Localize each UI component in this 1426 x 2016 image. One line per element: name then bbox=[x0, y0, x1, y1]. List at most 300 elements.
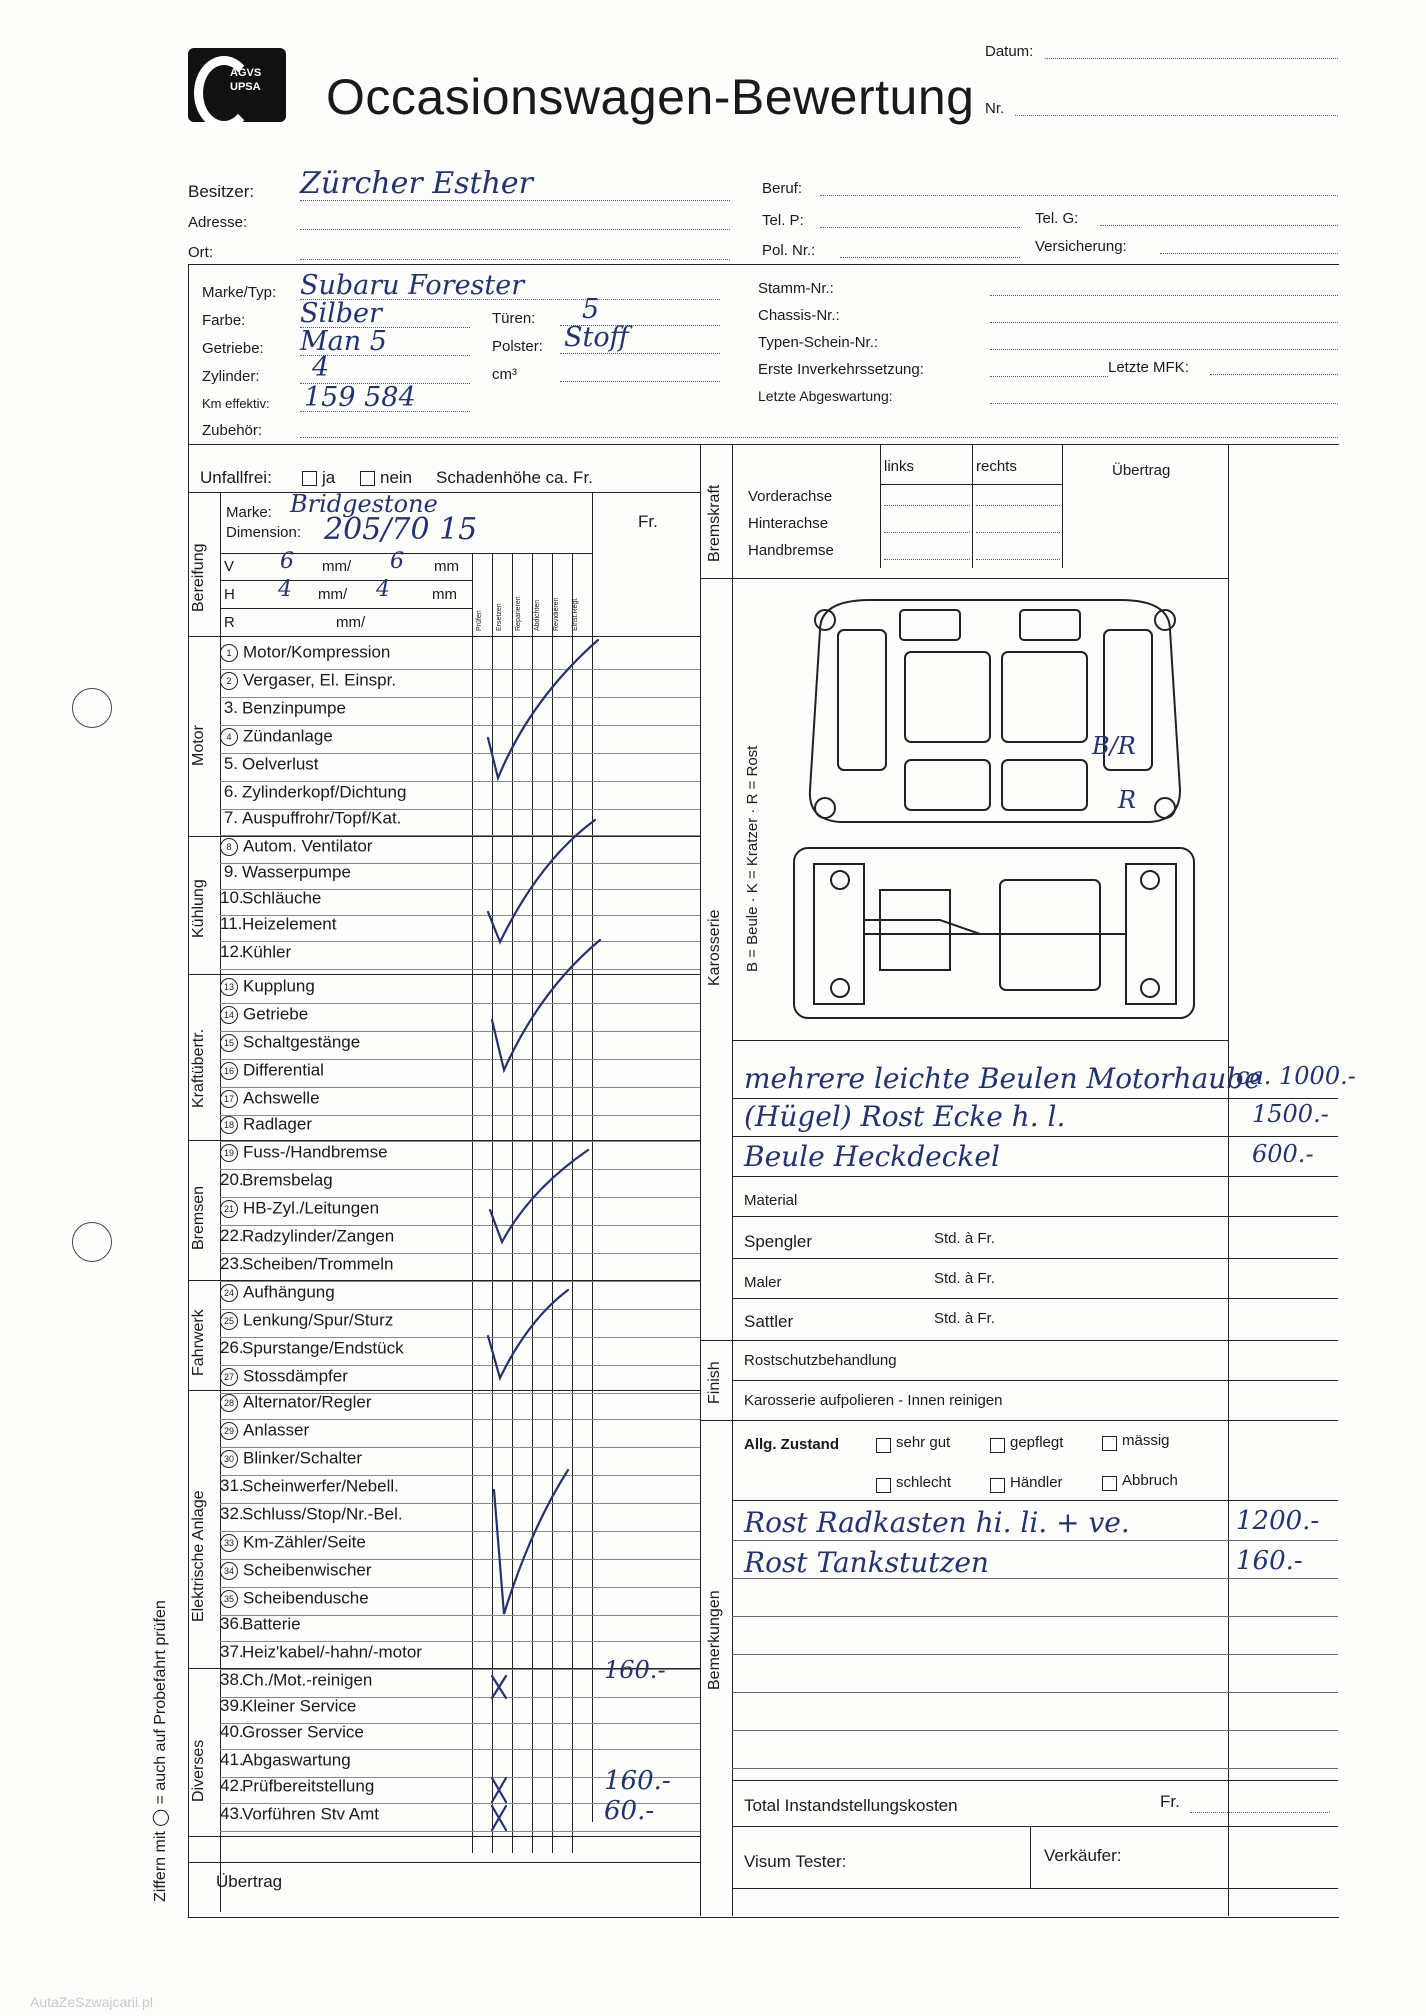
item-number: 17 bbox=[220, 1090, 238, 1108]
km-value[interactable]: 159 584 bbox=[304, 382, 416, 413]
item-number: 20. bbox=[220, 1170, 244, 1189]
item-label: Km-Zähler/Seite bbox=[243, 1532, 366, 1552]
remark-line bbox=[732, 1692, 1338, 1693]
remark-text[interactable]: Rost Tankstutzen bbox=[744, 1546, 989, 1579]
page-title: Occasionswagen-Bewertung bbox=[326, 69, 975, 125]
tueren-value[interactable]: 5 bbox=[582, 294, 600, 325]
item-label: Zündanlage bbox=[243, 726, 333, 746]
zustand-haendler-checkbox[interactable] bbox=[990, 1478, 1005, 1493]
checklist-row[interactable] bbox=[220, 1142, 475, 1169]
typen-label: Typen-Schein-Nr.: bbox=[758, 334, 879, 351]
reifen-h-mm2: mm bbox=[432, 586, 457, 603]
checklist-row[interactable] bbox=[220, 1448, 475, 1475]
hinterachse-rechts[interactable] bbox=[976, 532, 1060, 533]
item-label: Heiz'kabel/-hahn/-motor bbox=[242, 1642, 422, 1662]
item-number: 9. bbox=[223, 862, 238, 881]
typen-line[interactable] bbox=[990, 349, 1338, 350]
checklist-row[interactable] bbox=[220, 1420, 475, 1447]
reifen-v-mm2: mm bbox=[434, 558, 459, 575]
finish-section-label: Finish bbox=[706, 1361, 723, 1404]
car-mark-r[interactable]: R bbox=[1118, 786, 1137, 814]
marke-label: Marke/Typ: bbox=[202, 284, 277, 301]
amount-item-43[interactable]: 60.- bbox=[604, 1796, 655, 1826]
item-number: 22. bbox=[220, 1226, 244, 1245]
item-number: 42. bbox=[220, 1776, 244, 1795]
item-number: 6. bbox=[223, 782, 238, 801]
kuehlung-section-label: Kühlung bbox=[190, 879, 207, 938]
spengler-label: Spengler bbox=[744, 1232, 813, 1251]
polieren-label: Karosserie aufpolieren - Innen reinigen bbox=[744, 1392, 1003, 1409]
handbremse-links[interactable] bbox=[884, 559, 970, 560]
chassis-line[interactable] bbox=[990, 322, 1338, 323]
item-label: Heizelement bbox=[242, 914, 337, 934]
checklist-row[interactable] bbox=[220, 1032, 475, 1059]
checklist-row[interactable] bbox=[220, 782, 475, 809]
checklist-row[interactable] bbox=[220, 1004, 475, 1031]
checklist-row[interactable] bbox=[220, 1170, 475, 1197]
reifen-v-label: V bbox=[224, 558, 235, 575]
punch-hole-bottom bbox=[72, 1222, 112, 1262]
remark-line bbox=[732, 1578, 1338, 1579]
unfall-nein-label: nein bbox=[380, 468, 413, 487]
zustand-o3: mässig bbox=[1122, 1432, 1170, 1449]
item-label: Schläuche bbox=[242, 888, 322, 908]
damage-amount[interactable]: ca. 1000.- bbox=[1236, 1062, 1356, 1090]
zustand-schlecht-checkbox[interactable] bbox=[876, 1478, 891, 1493]
bremskraft-section-label: Bremskraft bbox=[706, 484, 723, 562]
sattler-label: Sattler bbox=[744, 1312, 794, 1331]
checklist-row[interactable] bbox=[220, 1642, 475, 1669]
checklist-row[interactable] bbox=[220, 1560, 475, 1587]
besitzer-value[interactable]: Zürcher Esther bbox=[300, 166, 534, 201]
checklist-row[interactable] bbox=[220, 670, 475, 697]
checklist-row[interactable] bbox=[220, 1588, 475, 1615]
reifen-v-mm1: mm/ bbox=[322, 558, 352, 575]
remark-amount[interactable]: 1200.- bbox=[1236, 1506, 1320, 1536]
item-label: HB-Zyl./Leitungen bbox=[243, 1198, 380, 1218]
adresse-line[interactable] bbox=[300, 229, 730, 230]
row-divider bbox=[220, 969, 700, 970]
diverses-section-label: Diverses bbox=[190, 1739, 207, 1802]
item-number: 10. bbox=[220, 888, 244, 907]
checklist-row[interactable] bbox=[220, 1696, 475, 1723]
abgas-label: Letzte Abgeswartung: bbox=[758, 388, 893, 404]
beruf-line[interactable] bbox=[820, 195, 1338, 196]
zustand-maessig-checkbox[interactable] bbox=[1102, 1436, 1117, 1451]
item-label: Schluss/Stop/Nr.-Bel. bbox=[242, 1504, 403, 1524]
reifen-h-mm1: mm/ bbox=[318, 586, 348, 603]
sattler-std: Std. à Fr. bbox=[934, 1310, 995, 1327]
item-label: Achswelle bbox=[243, 1088, 320, 1108]
item-number: 38. bbox=[220, 1670, 244, 1689]
item-number: 13 bbox=[220, 978, 238, 996]
col-head-0: Prüfen bbox=[476, 610, 483, 631]
checklist-row[interactable] bbox=[220, 1198, 475, 1225]
watermark: AutaZeSzwajcarii.pl bbox=[30, 1994, 153, 2010]
uebertrag-left: Übertrag bbox=[216, 1872, 283, 1891]
checklist-row[interactable] bbox=[220, 1282, 475, 1309]
zustand-gepflegt-checkbox[interactable] bbox=[990, 1438, 1005, 1453]
item-number: 30 bbox=[220, 1450, 238, 1468]
item-number: 7. bbox=[223, 808, 238, 827]
item-label: Grosser Service bbox=[242, 1722, 364, 1742]
item-label: Vorführen Stv Amt bbox=[242, 1804, 380, 1824]
reifen-h2-value[interactable]: 4 bbox=[376, 577, 390, 602]
checklist-row[interactable] bbox=[220, 1338, 475, 1365]
versicherung-line[interactable] bbox=[1160, 253, 1338, 254]
checklist-row[interactable] bbox=[220, 1504, 475, 1531]
maler-label: Maler bbox=[744, 1274, 782, 1291]
kraft-section-label: Kraftübertr. bbox=[190, 1028, 207, 1108]
item-number: 29 bbox=[220, 1422, 238, 1440]
check-bremsen bbox=[490, 1150, 588, 1242]
zustand-abbruch-checkbox[interactable] bbox=[1102, 1476, 1117, 1491]
stamm-label: Stamm-Nr.: bbox=[758, 280, 834, 297]
checklist-row[interactable] bbox=[220, 836, 475, 863]
item-label: Radlager bbox=[243, 1114, 312, 1134]
handbremse-label: Handbremse bbox=[748, 542, 834, 559]
damage-legend: B = Beule · K = Kratzer · R = Rost bbox=[744, 745, 761, 972]
check-elektrisch bbox=[494, 1470, 568, 1614]
check-motor bbox=[488, 640, 598, 778]
telp-label: Tel. P: bbox=[762, 212, 804, 229]
getriebe-value[interactable]: Man 5 bbox=[300, 326, 387, 357]
x-item-38 bbox=[492, 1676, 506, 1698]
spengler-std: Std. à Fr. bbox=[934, 1230, 995, 1247]
item-number: 40. bbox=[220, 1722, 244, 1741]
item-number: 18 bbox=[220, 1116, 238, 1134]
side-note: Ziffern mit ◯ = auch auf Probefahrt prüfen bbox=[152, 1600, 169, 1902]
item-label: Oelverlust bbox=[242, 754, 319, 774]
col-head-3: Abdichten bbox=[534, 599, 541, 631]
rechts-label: rechts bbox=[976, 458, 1017, 475]
item-number: 28 bbox=[220, 1394, 238, 1412]
inverkehr-line[interactable] bbox=[990, 376, 1108, 377]
item-label: Motor/Kompression bbox=[243, 642, 391, 662]
item-label: Zylinderkopf/Dichtung bbox=[242, 782, 407, 802]
checklist-row[interactable] bbox=[220, 1614, 475, 1641]
reifen-v1-value[interactable]: 6 bbox=[280, 549, 294, 574]
punch-hole-top bbox=[72, 688, 112, 728]
item-label: Batterie bbox=[242, 1614, 301, 1634]
item-label: Spurstange/Endstück bbox=[242, 1338, 404, 1358]
item-number: 27 bbox=[220, 1368, 238, 1386]
fahrwerk-section-label: Fahrwerk bbox=[190, 1309, 207, 1376]
motor-section-label: Motor bbox=[190, 725, 207, 766]
item-label: Scheibenwischer bbox=[243, 1560, 372, 1580]
visum-label: Visum Tester: bbox=[744, 1852, 847, 1871]
zustand-o6: Abbruch bbox=[1122, 1472, 1178, 1489]
verkaeufer-label: Verkäufer: bbox=[1044, 1846, 1122, 1865]
checklist-row[interactable] bbox=[220, 1776, 475, 1803]
car-mark-br[interactable]: B/R bbox=[1092, 732, 1136, 760]
telg-line[interactable] bbox=[1100, 225, 1338, 226]
amount-item-42[interactable]: 160.- bbox=[604, 1766, 671, 1796]
zylinder-label: Zylinder: bbox=[202, 368, 260, 385]
checklist-row[interactable] bbox=[220, 914, 475, 941]
item-label: Kupplung bbox=[243, 976, 315, 996]
checklist-row[interactable] bbox=[220, 1060, 475, 1087]
checklist-row[interactable] bbox=[220, 1476, 475, 1503]
item-number: 5. bbox=[223, 754, 238, 773]
bremsen-section-label: Bremsen bbox=[190, 1185, 207, 1250]
ort-label: Ort: bbox=[188, 244, 213, 261]
reifen-r-mm: mm/ bbox=[336, 614, 366, 631]
zylinder-value[interactable]: 4 bbox=[312, 352, 330, 383]
item-label: Scheinwerfer/Nebell. bbox=[242, 1476, 399, 1496]
handbremse-rechts[interactable] bbox=[976, 559, 1060, 560]
datum-label: Datum: bbox=[985, 43, 1034, 60]
checklist-row[interactable] bbox=[220, 1114, 475, 1141]
material-label: Material bbox=[744, 1192, 798, 1209]
vorderachse-label: Vorderachse bbox=[748, 488, 833, 505]
unfall-ja-label: ja bbox=[322, 468, 336, 487]
reifen-marke-label: Marke: bbox=[226, 504, 272, 521]
col-head-1: Ersetzen bbox=[496, 603, 503, 631]
zubehoer-label: Zubehör: bbox=[202, 422, 263, 439]
col-head-2: Reparieren bbox=[515, 596, 522, 631]
remark-line bbox=[732, 1616, 1338, 1617]
col-head-5: Einst.Regl. bbox=[572, 597, 579, 631]
item-number: 39. bbox=[220, 1696, 244, 1715]
checklist-row[interactable] bbox=[220, 1088, 475, 1115]
reifen-h-label: H bbox=[224, 586, 235, 603]
nr-line[interactable] bbox=[1015, 115, 1338, 116]
checklist-row[interactable] bbox=[220, 1804, 475, 1831]
item-number: 11. bbox=[220, 914, 243, 933]
item-number: 14 bbox=[220, 1006, 238, 1024]
item-label: Radzylinder/Zangen bbox=[242, 1226, 395, 1246]
adresse-label: Adresse: bbox=[188, 214, 248, 231]
checklist-row[interactable] bbox=[220, 1310, 475, 1337]
item-label: Auspuffrohr/Topf/Kat. bbox=[242, 808, 402, 828]
item-number: 32. bbox=[220, 1504, 244, 1523]
checklist-row[interactable] bbox=[220, 1392, 475, 1419]
zustand-sehr-gut-checkbox[interactable] bbox=[876, 1438, 891, 1453]
item-label: Aufhängung bbox=[243, 1282, 335, 1302]
cm3-label: cm³ bbox=[492, 366, 517, 383]
bereifung-section-label: Bereifung bbox=[190, 543, 207, 612]
datum-line[interactable] bbox=[1045, 58, 1338, 59]
polster-label: Polster: bbox=[492, 338, 543, 355]
zustand-o2: gepflegt bbox=[1010, 1434, 1064, 1451]
item-number: 16 bbox=[220, 1062, 238, 1080]
stamm-line[interactable] bbox=[990, 295, 1338, 296]
zustand-o1: sehr gut bbox=[896, 1434, 951, 1451]
damage-amount[interactable]: 600.- bbox=[1252, 1140, 1314, 1168]
vorderachse-links[interactable] bbox=[884, 505, 970, 506]
item-label: Benzinpumpe bbox=[242, 698, 346, 718]
item-label: Prüfbereitstellung bbox=[242, 1776, 375, 1796]
total-label: Total Instandstellungskosten bbox=[744, 1796, 958, 1815]
item-number: 37. bbox=[220, 1642, 244, 1661]
zustand-o4: schlecht bbox=[896, 1474, 952, 1491]
checklist-row[interactable] bbox=[220, 642, 475, 669]
item-number: 24 bbox=[220, 1284, 238, 1302]
item-label: Anlasser bbox=[243, 1420, 310, 1440]
abgas-line[interactable] bbox=[990, 403, 1338, 404]
bemerkungen-section-label: Bemerkungen bbox=[706, 1590, 723, 1690]
item-number: 31. bbox=[220, 1476, 244, 1495]
links-label: links bbox=[884, 458, 915, 475]
item-number: 25 bbox=[220, 1312, 238, 1330]
amount-item-38[interactable]: 160.- bbox=[604, 1656, 666, 1684]
item-label: Vergaser, El. Einspr. bbox=[243, 670, 397, 690]
item-label: Abgaswartung bbox=[242, 1750, 351, 1770]
zustand-label: Allg. Zustand bbox=[744, 1436, 839, 1453]
checklist-row[interactable] bbox=[220, 888, 475, 915]
checklist-row[interactable] bbox=[220, 698, 475, 725]
check-fahrwerk bbox=[488, 1290, 568, 1378]
item-label: Kleiner Service bbox=[242, 1696, 357, 1716]
mfk-label: Letzte MFK: bbox=[1108, 359, 1189, 376]
checklist-row[interactable] bbox=[220, 1532, 475, 1559]
row-divider bbox=[220, 1831, 700, 1832]
check-kuehlung bbox=[488, 820, 595, 942]
beruf-label: Beruf: bbox=[762, 180, 803, 197]
rostschutz-label: Rostschutzbehandlung bbox=[744, 1352, 897, 1369]
checklist-row[interactable] bbox=[220, 1254, 475, 1281]
total-fr: Fr. bbox=[1160, 1792, 1180, 1811]
checklist-row[interactable] bbox=[220, 1750, 475, 1777]
item-number: 36. bbox=[220, 1614, 244, 1633]
zustand-o5: Händler bbox=[1010, 1474, 1063, 1491]
total-value[interactable] bbox=[1190, 1812, 1330, 1813]
unfall-label: Unfallfrei: bbox=[200, 468, 272, 487]
item-number: 33 bbox=[220, 1534, 238, 1552]
item-label: Fuss-/Handbremse bbox=[243, 1142, 388, 1162]
remark-line bbox=[732, 1730, 1338, 1731]
item-number: 23. bbox=[220, 1254, 244, 1273]
item-label: Stossdämpfer bbox=[243, 1366, 348, 1386]
farbe-value[interactable]: Silber bbox=[300, 298, 382, 329]
item-number: 15 bbox=[220, 1034, 238, 1052]
reifen-r-label: R bbox=[224, 614, 235, 631]
car-diagram bbox=[780, 590, 1210, 1040]
logo bbox=[188, 48, 286, 122]
mfk-line[interactable] bbox=[1210, 374, 1338, 375]
checklist-row[interactable] bbox=[220, 942, 475, 969]
item-number: 26. bbox=[220, 1338, 244, 1357]
item-label: Differential bbox=[243, 1060, 324, 1080]
karosserie-section-label: Karosserie bbox=[706, 909, 723, 986]
item-label: Schaltgestänge bbox=[243, 1032, 361, 1052]
reifen-marke-value[interactable]: Bridgestone bbox=[290, 490, 438, 518]
item-number: 34 bbox=[220, 1562, 238, 1580]
item-label: Autom. Ventilator bbox=[243, 836, 373, 856]
item-label: Scheiben/Trommeln bbox=[242, 1254, 394, 1274]
checklist-row[interactable] bbox=[220, 862, 475, 889]
tueren-label: Türen: bbox=[492, 310, 536, 327]
marke-value[interactable]: Subaru Forester bbox=[300, 270, 525, 301]
remark-line bbox=[732, 1540, 1338, 1541]
zubehoer-line[interactable] bbox=[300, 437, 1338, 438]
remark-amount[interactable]: 160.- bbox=[1236, 1546, 1303, 1576]
hinterachse-links[interactable] bbox=[884, 532, 970, 533]
reifen-dim-label: Dimension: bbox=[226, 524, 302, 541]
item-label: Scheibendusche bbox=[243, 1588, 369, 1608]
damage-amount[interactable]: 1500.- bbox=[1252, 1100, 1329, 1128]
inverkehr-label: Erste Inverkehrssetzung: bbox=[758, 361, 924, 378]
hinterachse-label: Hinterachse bbox=[748, 515, 829, 532]
versicherung-label: Versicherung: bbox=[1035, 238, 1127, 255]
polnr-line[interactable] bbox=[840, 257, 1020, 258]
col-head-4: Revidieren bbox=[553, 597, 560, 631]
item-number: 19 bbox=[220, 1144, 238, 1162]
item-number: 3. bbox=[223, 698, 238, 717]
item-label: Kühler bbox=[242, 942, 292, 962]
remark-text[interactable]: Rost Radkasten hi. li. + ve. bbox=[744, 1506, 1130, 1539]
reifen-dim-value[interactable]: 205/70 15 bbox=[324, 512, 478, 547]
item-label: Alternator/Regler bbox=[243, 1392, 372, 1412]
checklist-row[interactable] bbox=[220, 808, 475, 835]
reifen-h1-value[interactable]: 4 bbox=[278, 577, 292, 602]
item-label: Lenkung/Spur/Sturz bbox=[243, 1310, 394, 1330]
km-label: Km effektiv: bbox=[202, 396, 270, 411]
checklist-row[interactable] bbox=[220, 1722, 475, 1749]
reifen-v2-value[interactable]: 6 bbox=[390, 549, 404, 574]
elektrisch-section-label: Elektrische Anlage bbox=[190, 1490, 207, 1622]
schaden-label: Schadenhöhe ca. Fr. bbox=[436, 468, 593, 487]
item-number: 21 bbox=[220, 1200, 238, 1218]
vorderachse-rechts[interactable] bbox=[976, 505, 1060, 506]
ort-line[interactable] bbox=[300, 259, 730, 260]
checklist-row[interactable] bbox=[220, 976, 475, 1003]
checklist-row[interactable] bbox=[220, 1670, 475, 1697]
item-label: Blinker/Schalter bbox=[243, 1448, 363, 1468]
unfall-nein-checkbox[interactable] bbox=[360, 471, 375, 486]
damage-text[interactable]: mehrere leichte Beulen Motorhaube bbox=[744, 1062, 1261, 1095]
uebertrag-label: Übertrag bbox=[1112, 462, 1171, 479]
damage-line bbox=[732, 1098, 1338, 1099]
checklist-row[interactable] bbox=[220, 1226, 475, 1253]
item-number: 1 bbox=[220, 644, 238, 662]
remark-line bbox=[732, 1654, 1338, 1655]
x-item-42 bbox=[492, 1778, 506, 1830]
logo-text: AGVS UPSA bbox=[230, 67, 262, 93]
damage-line bbox=[732, 1176, 1338, 1177]
damage-text[interactable]: (Hügel) Rost Ecke h. l. bbox=[744, 1100, 1066, 1133]
polnr-label: Pol. Nr.: bbox=[762, 242, 816, 259]
item-number: 12. bbox=[220, 942, 244, 961]
telg-label: Tel. G: bbox=[1035, 210, 1079, 227]
item-label: Wasserpumpe bbox=[242, 862, 351, 882]
item-number: 43. bbox=[220, 1804, 244, 1823]
remark-line bbox=[732, 1768, 1338, 1769]
checklist-row[interactable] bbox=[220, 754, 475, 781]
besitzer-label: Besitzer: bbox=[188, 182, 255, 201]
farbe-label: Farbe: bbox=[202, 312, 246, 329]
polster-value[interactable]: Stoff bbox=[564, 322, 629, 353]
item-label: Ch./Mot.-reinigen bbox=[242, 1670, 373, 1690]
getriebe-label: Getriebe: bbox=[202, 340, 264, 357]
chassis-label: Chassis-Nr.: bbox=[758, 307, 840, 324]
checklist-row[interactable] bbox=[220, 1366, 475, 1393]
telp-line[interactable] bbox=[820, 227, 1020, 228]
item-label: Getriebe bbox=[243, 1004, 309, 1024]
damage-line bbox=[732, 1136, 1338, 1137]
damage-text[interactable]: Beule Heckdeckel bbox=[744, 1140, 1000, 1173]
item-number: 35 bbox=[220, 1590, 238, 1608]
item-number: 4 bbox=[220, 728, 238, 746]
nr-label: Nr. bbox=[985, 100, 1005, 117]
check-kraft bbox=[492, 940, 600, 1070]
item-number: 2 bbox=[220, 672, 238, 690]
item-number: 8 bbox=[220, 838, 238, 856]
unfall-ja-checkbox[interactable] bbox=[302, 471, 317, 486]
checklist-row[interactable] bbox=[220, 726, 475, 753]
reifen-fr-label: Fr. bbox=[638, 512, 658, 531]
